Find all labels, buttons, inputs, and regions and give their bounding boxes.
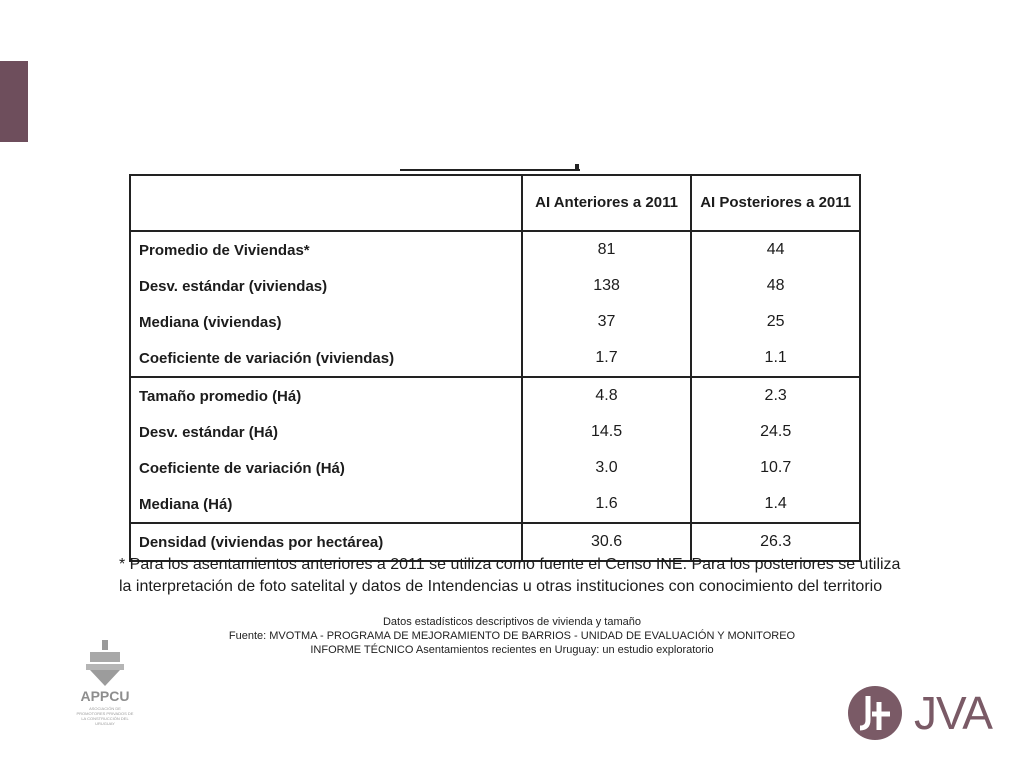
footnote-line: la interpretación de foto satelital y datos de Intendencias u otras instituciones con conocimiento del territorio [119,578,883,595]
value-after-2011: 48 [691,268,860,304]
row-label: Mediana (Há) [130,486,522,523]
appcu-logo [70,640,140,730]
table-row [130,486,860,523]
value-before-2011: 1.7 [522,340,692,377]
figure-caption [0,615,1024,657]
appcu-logo-subtitle: ASOCIACIÓN DE PROMOTORES PRIVADOS DE LA CONSTRUCCIÓN DEL URUGUAY [76,706,134,726]
value-before-2011: 14.5 [522,414,692,450]
value-before-2011: 1.6 [522,486,692,523]
value-before-2011: 37 [522,304,692,340]
row-label: Tamaño promedio (Há) [130,377,522,414]
jva-logo [846,682,996,744]
table-footnote [119,554,909,598]
value-after-2011: 26.3 [691,523,860,561]
caption-title: Datos estadísticos descriptivos de vivienda y tamaño [382,616,642,628]
table-title-fragment-mark [575,164,579,170]
value-after-2011: 25 [691,304,860,340]
footnote-line: * Para los asentamientos anteriores a 2011 se utiliza como fuente el Censo INE. Para los posteriores se utiliza [119,556,901,573]
appcu-emblem-icon [70,640,140,688]
header-before-2011: AI Anteriores a 2011 [522,175,692,231]
value-after-2011: 44 [691,231,860,268]
caption-source: Fuente: MVOTMA - PROGRAMA DE MEJORAMIENTO DE BARRIOS - UNIDAD DE EVALUACIÓN Y MONITOREO [228,630,796,642]
value-after-2011: 24.5 [691,414,860,450]
value-before-2011: 30.6 [522,523,692,561]
table-row [130,304,860,340]
value-after-2011: 10.7 [691,450,860,486]
table-title-fragment [400,169,580,171]
value-before-2011: 81 [522,231,692,268]
value-after-2011: 2.3 [691,377,860,414]
appcu-logo-text: APPCU [80,688,130,704]
header-after-2011: AI Posteriores a 2011 [691,175,860,231]
table-header-row [130,175,860,231]
row-label: Coeficiente de variación (Há) [130,450,522,486]
table-row [130,414,860,450]
table-row [130,231,860,268]
table-row [130,340,860,377]
row-label: Desv. estándar (Há) [130,414,522,450]
jva-logo-text: JVA [914,687,992,739]
table-row [130,268,860,304]
accent-bar [0,61,28,142]
value-before-2011: 3.0 [522,450,692,486]
value-before-2011: 4.8 [522,377,692,414]
header-empty [130,175,522,231]
caption-report: INFORME TÉCNICO Asentamientos recientes en Uruguay: un estudio exploratorio [310,644,714,656]
value-before-2011: 138 [522,268,692,304]
value-after-2011: 1.1 [691,340,860,377]
row-label: Densidad (viviendas por hectárea) [130,523,522,561]
table-row [130,377,860,414]
value-after-2011: 1.4 [691,486,860,523]
row-label: Coeficiente de variación (viviendas) [130,340,522,377]
table-row [130,450,860,486]
row-label: Mediana (viviendas) [130,304,522,340]
row-label: Promedio de Viviendas* [130,231,522,268]
statistics-table [129,174,861,562]
row-label: Desv. estándar (viviendas) [130,268,522,304]
jva-emblem-icon [846,684,904,742]
